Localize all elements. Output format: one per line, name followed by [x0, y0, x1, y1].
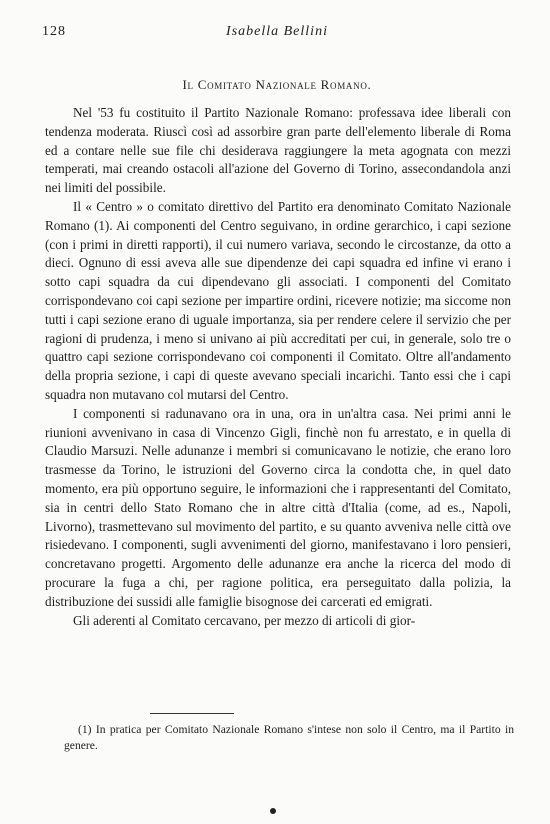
page-mark: [270, 808, 276, 814]
paragraph: Il « Centro » o comitato direttivo del Partito era denominato Comitato Nazionale Romano (1). Ai componenti del Centro seguivano, in ordine gerarchico, i capi sezione (con i primi in diretti rapporti), il cui numero variava, secondo le circostanze, da otto a dieci. Ognuno di essi aveva alle sue dipendenze dei capi squadra ed infine vi erano i sotto capi squadra da cui dipendevano gli associati. I componenti del Comitato corrispondevano coi capi sezione per impartire ordini, ricevere notizie; ma siccome non tutti i capi sezione erano di uguale importanza, sia per rendere celere il servizio che per ragioni di prudenza, i meno si univano ai più accreditati per cui, in generale, solo tre o quattro capi sezione corrispondevano coi componenti il Comitato. Oltre all'andamento della propria sezione, i capi di queste avevano speciali incarichi. Tanto essi che i capi squadra non mutavano col mutarsi del Centro.: [45, 198, 511, 402]
page-number: 128: [42, 24, 66, 39]
footnote-text: (1) In pratica per Comitato Nazionale Romano s'intese non solo il Centro, ma il Partito in genere.: [64, 723, 514, 752]
paragraph: Nel '53 fu costituito il Partito Nazionale Romano: professava idee liberali con tendenza moderata. Riuscì così ad assorbire gran parte dell'elemento liberale di Roma ed a contare nelle sue file chi desiderava raggiungere la meta agognata con mezzi temperati, mai creando ostacoli all'azione del Governo di Torino, assecondandola anzi nei limiti del possibile.: [45, 105, 511, 196]
paragraph: Gli aderenti al Comitato cercavano, per mezzo di articoli di gior-: [73, 612, 416, 628]
body-text: [45, 104, 511, 630]
footnote: [64, 722, 514, 754]
paragraph: I componenti si radunavano ora in una, ora in un'altra casa. Nei primi anni le riunioni avvenivano in casa di Vincenzo Gigli, finchè non fu arrestato, e in quella di Claudio Marsuzi. Nelle adunanze i membri si comunicavano le notizie, che erano loro trasmesse da Torino, le istruzioni del Governo circa la condotta che, in quel dato momento, era più opportuno seguire, le informazioni che i rappresentanti del Comitato, sia in centri dello Stato Romano che in altre città d'Italia (come, ad es., Napoli, Livorno), trasmettevano sul movimento del partito, e su quanto avveniva nelle città ove risiedevano. I componenti, sugli avvenimenti del giorno, manifestavano i loro pensieri, concretavano progetti. Argomento delle adunanze era anche la ricerca del modo di procurare la fuga a chi, per ragione politica, era perseguitato dalla polizia, la distribuzione dei sussidi alle famiglie bisognose dei carcerati ed emigrati.: [45, 405, 511, 609]
section-title: Il Comitato Nazionale Romano.: [182, 77, 372, 92]
footnote-divider: [150, 713, 234, 714]
page-header: [42, 24, 512, 44]
running-head: Isabella Bellini: [226, 24, 328, 39]
